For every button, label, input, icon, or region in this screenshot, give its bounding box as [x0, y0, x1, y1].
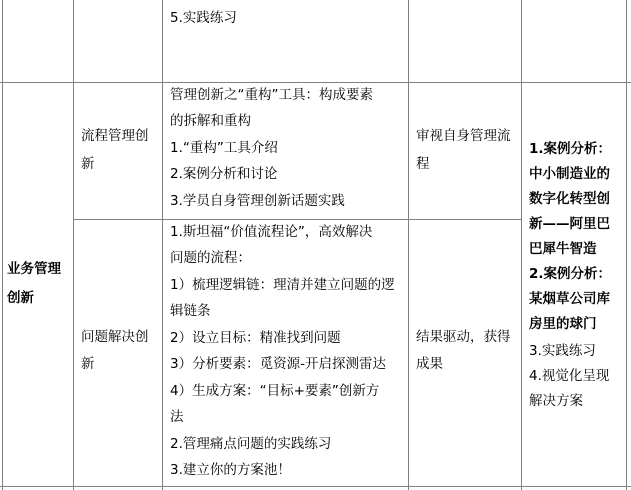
- goal-line: 审视自身管理流: [416, 128, 511, 144]
- table-border-line: [0, 486, 631, 487]
- content-line: 问题的流程：: [170, 250, 251, 266]
- content-line: 的拆解和重构: [170, 113, 251, 129]
- content-line: 5.实践练习: [170, 10, 237, 26]
- content-line: 管理创新之“重构”工具：构成要素: [170, 87, 373, 103]
- content-line: 2.管理痛点问题的实践练习: [170, 436, 332, 452]
- table-border-line: [408, 0, 409, 490]
- case-line: 新——阿里巴: [529, 216, 610, 232]
- case-line: 房里的球门: [529, 316, 597, 332]
- module-title-line1: 流程管理创: [81, 128, 149, 144]
- module-title-line2: 新: [81, 156, 95, 172]
- content-line: 3）分析要素：觅资源-开启探测雷达: [170, 356, 386, 372]
- case-line: 2.案例分析：: [529, 266, 612, 282]
- case-line: 中小制造业的: [529, 166, 610, 182]
- content-line: 3.建立你的方案池！: [170, 462, 291, 478]
- case-line: 解决方案: [529, 393, 583, 409]
- case-line: 4.视觉化呈现: [529, 368, 610, 384]
- content-line: 1.“重构”工具介绍: [170, 140, 278, 156]
- module-title-line2: 新: [81, 356, 95, 372]
- table-border-line: [73, 219, 521, 220]
- goal-line: 结果驱动，获得: [416, 329, 511, 345]
- content-line: 1.斯坦福“价值流程论”，高效解决: [170, 224, 373, 240]
- table-border-line: [521, 0, 522, 490]
- content-line: 2）设立目标：精准找到问题: [170, 330, 341, 346]
- table-border-line: [162, 0, 163, 490]
- table-border-line: [626, 0, 627, 490]
- table-border-line: [73, 0, 74, 490]
- goal-line: 程: [416, 156, 430, 172]
- case-line: 某烟草公司库: [529, 291, 610, 307]
- category-label-line1: 业务管理: [7, 261, 61, 277]
- content-line: 4）生成方案：“目标+要素”创新方: [170, 383, 380, 399]
- category-label-line2: 创新: [7, 290, 34, 306]
- case-line: 1.案例分析：: [529, 141, 612, 157]
- content-line: 法: [170, 409, 184, 425]
- content-line: 辑链条: [170, 303, 211, 319]
- goal-line: 成果: [416, 356, 443, 372]
- content-line: 2.案例分析和讨论: [170, 166, 278, 182]
- case-line: 3.实践练习: [529, 343, 596, 359]
- case-line: 巴犀牛智造: [529, 241, 597, 257]
- content-line: 1）梳理逻辑链：理清并建立问题的逻: [170, 277, 395, 293]
- table-border-line: [0, 82, 631, 83]
- case-line: 数字化转型创: [529, 191, 610, 207]
- table-border-line: [2, 0, 3, 490]
- content-line: 3.学员自身管理创新话题实践: [170, 193, 345, 209]
- module-title-line1: 问题解决创: [81, 329, 149, 345]
